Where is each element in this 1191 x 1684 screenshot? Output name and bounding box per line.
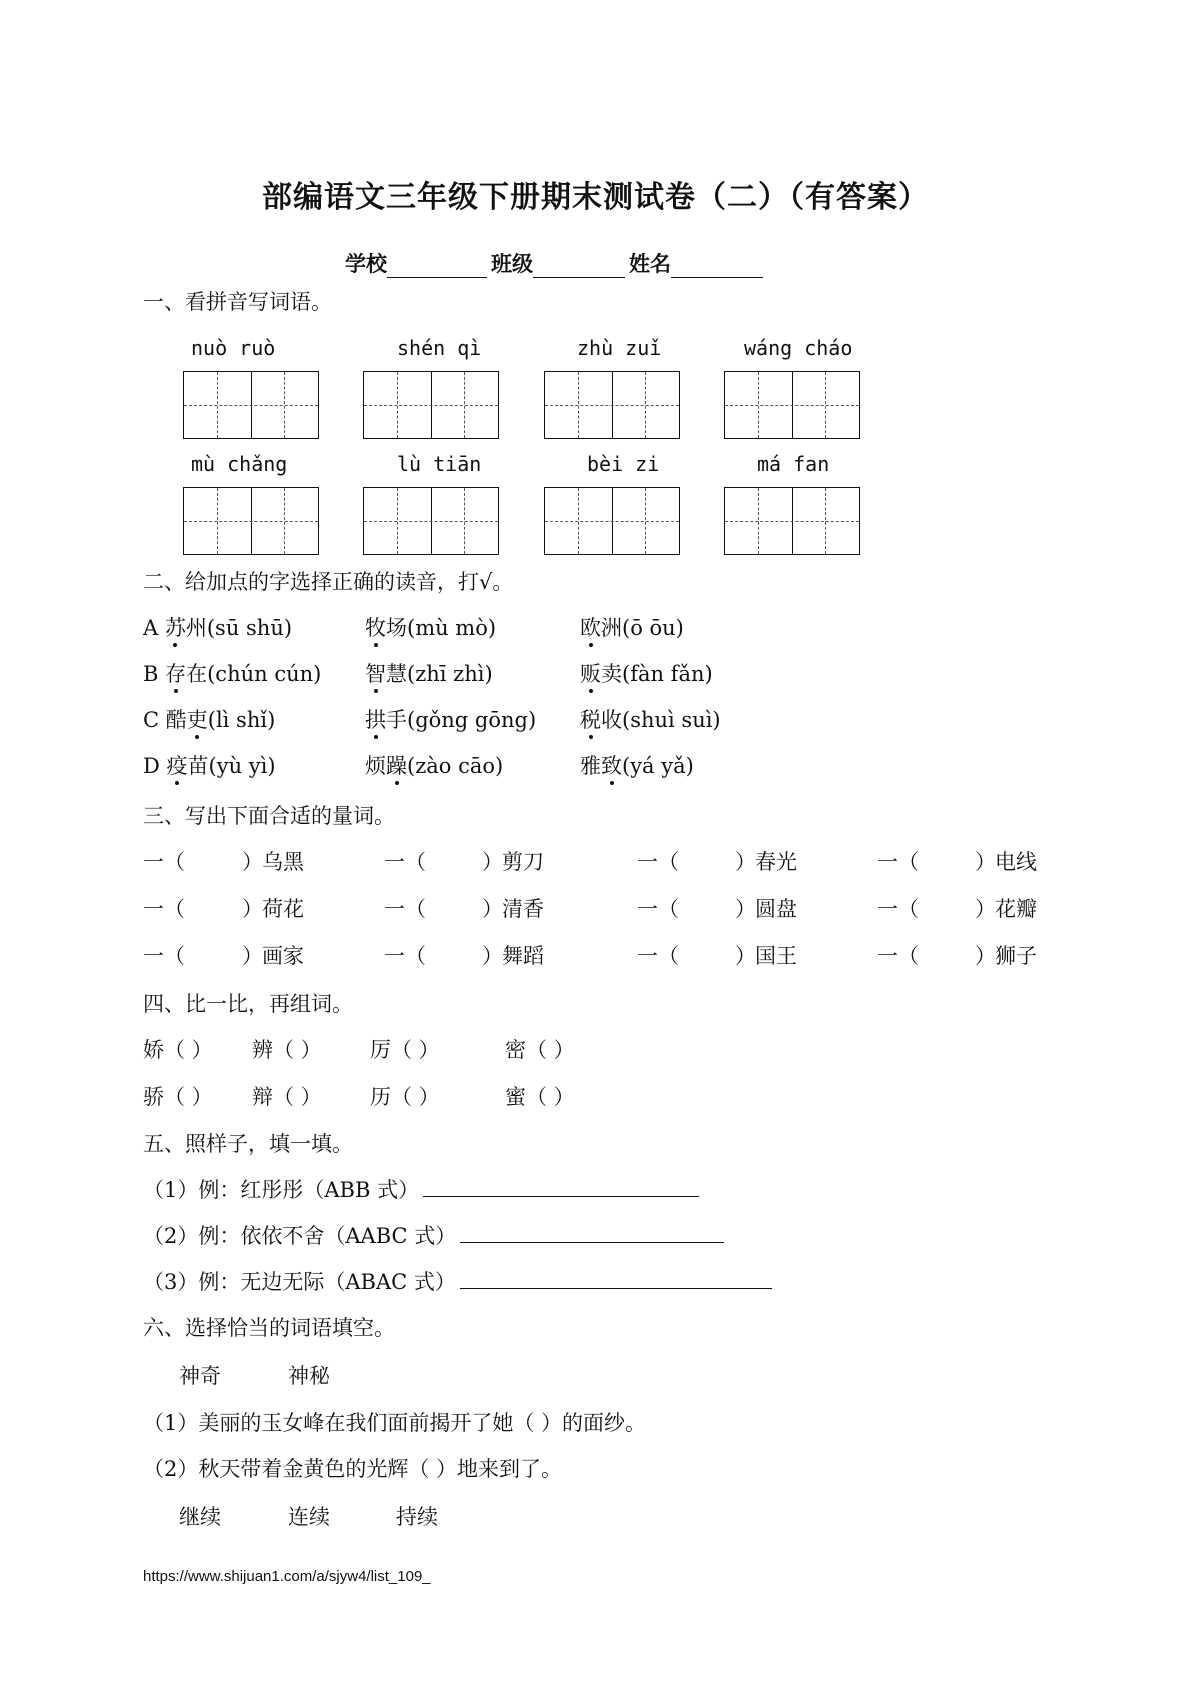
choice-text: 洲(ō ōu): [601, 616, 684, 640]
compare-item[interactable]: 蜜（ ）: [505, 1085, 575, 1109]
choice-text: C 酷: [143, 708, 187, 732]
compare-item[interactable]: 辨（ ）: [252, 1038, 322, 1062]
measure-blank-close: ）: [735, 944, 756, 968]
section-5-heading: 五、照样子，填一填。: [143, 1132, 353, 1156]
compare-item[interactable]: 密（ ）: [505, 1038, 575, 1062]
writing-grid[interactable]: [183, 487, 319, 555]
measure-noun: 狮子: [995, 944, 1037, 968]
page-title: 部编语文三年级下册期末测试卷（二）（有答案）: [262, 180, 929, 215]
pinyin-label: wáng cháo: [744, 336, 853, 360]
name-label: 姓名: [629, 252, 671, 276]
measure-blank-close: ）: [735, 850, 756, 874]
dotted-char: 疫: [166, 754, 188, 778]
measure-blank-open[interactable]: 一（: [877, 850, 919, 874]
measure-blank-close: ）: [242, 897, 263, 921]
choice-text: 雅: [580, 754, 601, 778]
choice-text: 烦: [365, 754, 386, 778]
compare-item[interactable]: 历（ ）: [370, 1085, 440, 1109]
school-blank[interactable]: [387, 255, 487, 278]
word-option: 持续: [396, 1505, 438, 1529]
choice-text: 手(gǒng gōng): [386, 708, 537, 732]
measure-blank-close: ）: [482, 897, 503, 921]
example-item: （1）例：红彤彤（ABB 式）: [143, 1174, 699, 1204]
measure-blank-open[interactable]: 一（: [384, 944, 426, 968]
measure-blank-open[interactable]: 一（: [877, 897, 919, 921]
pinyin-label: bèi zi: [587, 452, 660, 476]
choice-item[interactable]: [580, 704, 721, 734]
pinyin-label: shén qì: [397, 336, 482, 360]
choice-item[interactable]: [580, 750, 694, 780]
measure-noun: 电线: [995, 850, 1037, 874]
choice-text: 收(shuì suì): [601, 708, 721, 732]
word-option: 神秘: [288, 1364, 330, 1388]
writing-grid[interactable]: [724, 487, 860, 555]
section-1-heading: 一、看拼音写词语。: [143, 290, 332, 314]
writing-grid[interactable]: [544, 371, 680, 439]
dotted-char: 牧: [365, 616, 386, 640]
measure-blank-close: ）: [975, 850, 996, 874]
pinyin-label: nuò ruò: [191, 336, 276, 360]
choice-item[interactable]: [143, 750, 276, 780]
measure-blank-open[interactable]: 一（: [143, 850, 185, 874]
measure-noun: 画家: [262, 944, 304, 968]
answer-line[interactable]: [460, 1266, 772, 1289]
measure-blank-open[interactable]: 一（: [384, 897, 426, 921]
writing-grid[interactable]: [544, 487, 680, 555]
student-info: [345, 248, 767, 278]
measure-blank-open[interactable]: 一（: [637, 944, 679, 968]
measure-blank-open[interactable]: 一（: [143, 944, 185, 968]
measure-noun: 剪刀: [502, 850, 544, 874]
measure-noun: 舞蹈: [502, 944, 544, 968]
choice-text: (yá yǎ): [622, 754, 694, 778]
class-label: 班级: [491, 252, 533, 276]
measure-noun: 花瓣: [995, 897, 1037, 921]
measure-blank-close: ）: [735, 897, 756, 921]
measure-blank-open[interactable]: 一（: [637, 850, 679, 874]
choice-text: 在(chún cún): [186, 662, 322, 686]
school-label: 学校: [345, 252, 387, 276]
choice-text: 慧(zhī zhì): [386, 662, 493, 686]
section-3-heading: 三、写出下面合适的量词。: [143, 804, 395, 828]
measure-blank-open[interactable]: 一（: [384, 850, 426, 874]
measure-noun: 乌黑: [262, 850, 304, 874]
choice-item[interactable]: [365, 658, 493, 688]
example-item: （2）例：依依不舍（AABC 式）: [143, 1220, 724, 1250]
dotted-char: 致: [601, 754, 622, 778]
measure-noun: 国王: [755, 944, 797, 968]
choice-text: A: [143, 616, 165, 640]
compare-item[interactable]: 娇（ ）: [143, 1038, 213, 1062]
measure-blank-close: ）: [482, 850, 503, 874]
compare-item[interactable]: 厉（ ）: [370, 1038, 440, 1062]
section-2-heading: 二、给加点的字选择正确的读音，打√。: [143, 570, 514, 594]
measure-blank-open[interactable]: 一（: [637, 897, 679, 921]
choice-text: 苗(yù yì): [187, 754, 276, 778]
dotted-char: 苏: [164, 616, 186, 640]
measure-blank-open[interactable]: 一（: [877, 944, 919, 968]
dotted-char: 贩: [580, 662, 601, 686]
choice-item[interactable]: [365, 704, 536, 734]
word-option: 继续: [179, 1505, 221, 1529]
section-6-heading: 六、选择恰当的词语填空。: [143, 1316, 395, 1340]
measure-noun: 春光: [755, 850, 797, 874]
name-blank[interactable]: [671, 255, 763, 278]
measure-noun: 清香: [502, 897, 544, 921]
choice-text: (zào cāo): [407, 754, 504, 778]
question-1: （1）美丽的玉女峰在我们面前揭开了她（ ）的面纱。: [143, 1411, 647, 1435]
pinyin-label: má fan: [757, 452, 830, 476]
pinyin-label: mù chǎng: [191, 452, 288, 476]
choice-text: (lì shǐ): [207, 708, 276, 732]
measure-noun: 荷花: [262, 897, 304, 921]
measure-blank-close: ）: [242, 944, 263, 968]
answer-line[interactable]: [423, 1174, 699, 1197]
section-4-heading: 四、比一比，再组词。: [143, 992, 353, 1016]
compare-item[interactable]: 骄（ ）: [143, 1085, 213, 1109]
pinyin-label: zhù zuǐ: [577, 336, 662, 360]
example-item: （3）例：无边无际（ABAC 式）: [143, 1266, 772, 1296]
choice-item[interactable]: [580, 658, 713, 688]
dotted-char: 吏: [186, 708, 208, 732]
word-option: 连续: [288, 1505, 330, 1529]
measure-blank-open[interactable]: 一（: [143, 897, 185, 921]
choice-text: B: [143, 662, 166, 686]
choice-item[interactable]: [143, 704, 275, 734]
measure-blank-close: ）: [975, 897, 996, 921]
writing-grid[interactable]: [183, 371, 319, 439]
dotted-char: 税: [580, 708, 601, 732]
writing-grid[interactable]: [724, 371, 860, 439]
choice-text: 卖(fàn fǎn): [601, 662, 713, 686]
choice-text: D: [143, 754, 167, 778]
class-blank[interactable]: [533, 255, 625, 278]
measure-blank-close: ）: [975, 944, 996, 968]
writing-grid[interactable]: [363, 487, 499, 555]
answer-line[interactable]: [460, 1220, 724, 1243]
dotted-char: 智: [365, 662, 386, 686]
compare-item[interactable]: 辩（ ）: [252, 1085, 322, 1109]
question-2: （2）秋天带着金黄色的光辉（ ）地来到了。: [143, 1457, 563, 1481]
dotted-char: 欧: [580, 616, 601, 640]
choice-item[interactable]: [143, 658, 321, 688]
measure-noun: 圆盘: [755, 897, 797, 921]
choice-item[interactable]: [365, 750, 503, 780]
pinyin-label: lù tiān: [397, 452, 482, 476]
dotted-char: 拱: [365, 708, 386, 732]
choice-item[interactable]: [580, 612, 684, 642]
writing-grid[interactable]: [363, 371, 499, 439]
choice-text: 场(mù mò): [386, 616, 497, 640]
measure-blank-close: ）: [242, 850, 263, 874]
measure-blank-close: ）: [482, 944, 503, 968]
footer-url[interactable]: https://www.shijuan1.com/a/sjyw4/list_109_: [143, 1568, 431, 1585]
choice-item[interactable]: [143, 612, 292, 642]
word-option: 神奇: [179, 1364, 221, 1388]
dotted-char: 存: [165, 662, 187, 686]
dotted-char: 躁: [386, 754, 407, 778]
choice-text: 州(sū shū): [185, 616, 293, 640]
choice-item[interactable]: [365, 612, 496, 642]
